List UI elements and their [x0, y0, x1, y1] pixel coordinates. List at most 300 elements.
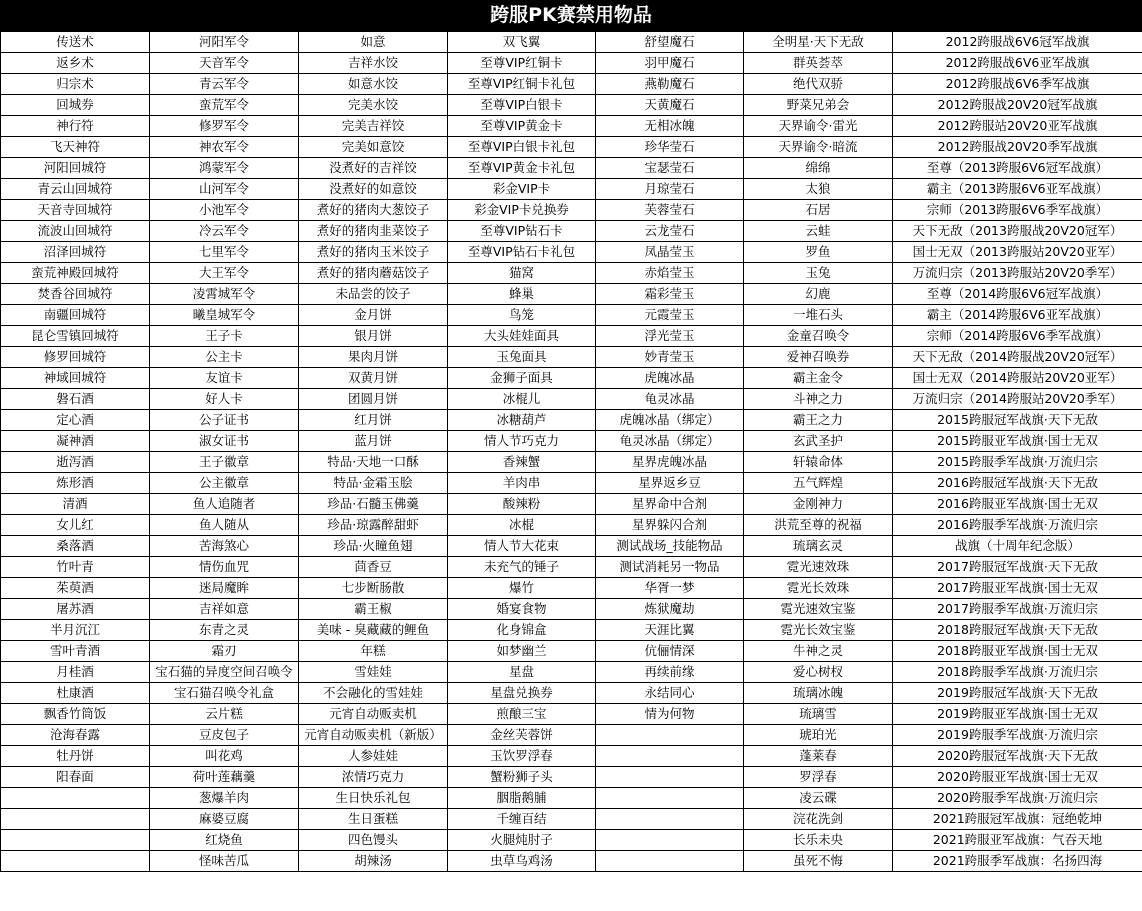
table-cell: 年糕 — [299, 641, 448, 662]
table-cell: 王子徽章 — [150, 452, 299, 473]
table-cell: 珍品·火瞳鱼翅 — [299, 536, 448, 557]
table-cell: 荷叶莲藕羹 — [150, 767, 299, 788]
table-cell: 2018跨服季军战旗·万流归宗 — [893, 662, 1142, 683]
table-cell: 无相冰魄 — [596, 116, 744, 137]
table-cell: 天音寺回城符 — [1, 200, 150, 221]
table-cell: 罗鱼 — [744, 242, 893, 263]
table-cell: 测试消耗另一物品 — [596, 557, 744, 578]
table-cell: 吉祥水饺 — [299, 53, 448, 74]
table-cell: 宗师（2014跨服6V6季军战旗） — [893, 326, 1142, 347]
table-cell: 炼形酒 — [1, 473, 150, 494]
table-cell: 琉璃雪 — [744, 704, 893, 725]
table-cell: 2012跨服战6V6冠军战旗 — [893, 32, 1142, 53]
table-cell: 霓光长效珠 — [744, 578, 893, 599]
table-cell: 虎魄冰晶（绑定） — [596, 410, 744, 431]
table-cell: 四色馒头 — [299, 830, 448, 851]
table-cell: 煮好的猪肉大葱饺子 — [299, 200, 448, 221]
table-cell: 彩金VIP卡兑换券 — [448, 200, 596, 221]
table-cell: 万流归宗（2013跨服站20V20季军） — [893, 263, 1142, 284]
table-cell: 昆仑雪镇回城符 — [1, 326, 150, 347]
table-row — [1, 809, 1142, 830]
table-cell: 银月饼 — [299, 326, 448, 347]
table-cell: 沼泽回城符 — [1, 242, 150, 263]
table-cell: 伉俪情深 — [596, 641, 744, 662]
table-cell: 金月饼 — [299, 305, 448, 326]
table-cell: 迷局魔眸 — [150, 578, 299, 599]
table-cell: 天涯比翼 — [596, 620, 744, 641]
table-cell: 磐石酒 — [1, 389, 150, 410]
table-cell: 金狮子面具 — [448, 368, 596, 389]
table-cell: 2018跨服亚军战旗·国士无双 — [893, 641, 1142, 662]
table-cell: 彩金VIP卡 — [448, 179, 596, 200]
table-cell: 星界躲闪合剂 — [596, 515, 744, 536]
table-cell: 美味 - 臭藏藏的鲤鱼 — [299, 620, 448, 641]
table-cell: 神农军令 — [150, 137, 299, 158]
table-cell: 河阳军令 — [150, 32, 299, 53]
table-cell: 2019跨服亚军战旗·国士无双 — [893, 704, 1142, 725]
table-cell: 元宵自动贩卖机 — [299, 704, 448, 725]
table-cell: 羊肉串 — [448, 473, 596, 494]
table-cell: 金童召唤令 — [744, 326, 893, 347]
table-cell — [1, 788, 150, 809]
table-cell: 星界返乡豆 — [596, 473, 744, 494]
table-cell: 特品·金霜玉脍 — [299, 473, 448, 494]
table-cell: 神行符 — [1, 116, 150, 137]
table-cell: 至尊VIP白银卡礼包 — [448, 137, 596, 158]
table-cell: 琥珀光 — [744, 725, 893, 746]
table-cell: 至尊（2014跨服6V6冠军战旗） — [893, 284, 1142, 305]
table-cell: 至尊VIP钻石卡礼包 — [448, 242, 596, 263]
table-cell: 玄武圣护 — [744, 431, 893, 452]
table-cell: 虫草乌鸡汤 — [448, 851, 596, 872]
table-cell: 南疆回城符 — [1, 305, 150, 326]
table-row — [1, 242, 1142, 263]
table-cell: 怪味苦瓜 — [150, 851, 299, 872]
table-cell: 胡辣汤 — [299, 851, 448, 872]
table-cell: 豆皮包子 — [150, 725, 299, 746]
table-row — [1, 53, 1142, 74]
table-cell: 曦皇城军令 — [150, 305, 299, 326]
table-cell: 七里军令 — [150, 242, 299, 263]
table-cell: 公主卡 — [150, 347, 299, 368]
table-cell: 2018跨服冠军战旗·天下无敌 — [893, 620, 1142, 641]
table-cell: 凌云碟 — [744, 788, 893, 809]
table-row — [1, 410, 1142, 431]
table-cell: 妙青莹玉 — [596, 347, 744, 368]
table-cell: 蟹粉狮子头 — [448, 767, 596, 788]
table-cell: 大王军令 — [150, 263, 299, 284]
table-cell: 宗师（2013跨服6V6季军战旗） — [893, 200, 1142, 221]
table-cell: 煮好的猪肉玉米饺子 — [299, 242, 448, 263]
table-cell: 大头娃娃面具 — [448, 326, 596, 347]
table-cell: 霜彩莹玉 — [596, 284, 744, 305]
table-cell — [1, 851, 150, 872]
table-cell: 浮光莹玉 — [596, 326, 744, 347]
table-cell: 天下无敌（2013跨服战20V20冠军） — [893, 221, 1142, 242]
table-cell: 至尊VIP白银卡 — [448, 95, 596, 116]
table-cell: 鸟笼 — [448, 305, 596, 326]
table-cell: 飞天神符 — [1, 137, 150, 158]
table-row — [1, 578, 1142, 599]
table-cell: 芙蓉莹石 — [596, 200, 744, 221]
table-cell: 宝瑟莹石 — [596, 158, 744, 179]
table-cell: 茴香豆 — [299, 557, 448, 578]
table-cell: 金丝芙蓉饼 — [448, 725, 596, 746]
table-cell: 2015跨服季军战旗·万流归宗 — [893, 452, 1142, 473]
table-cell: 至尊（2013跨服6V6冠军战旗） — [893, 158, 1142, 179]
table-cell: 2015跨服亚军战旗·国士无双 — [893, 431, 1142, 452]
table-cell: 宝石猫召唤令礼盒 — [150, 683, 299, 704]
banned-items-table — [0, 31, 1142, 872]
table-cell: 国士无双（2014跨服站20V20亚军） — [893, 368, 1142, 389]
table-cell: 雪叶青酒 — [1, 641, 150, 662]
table-cell: 虎魄冰晶 — [596, 368, 744, 389]
table-cell: 爆竹 — [448, 578, 596, 599]
table-cell: 东青之灵 — [150, 620, 299, 641]
table-row — [1, 326, 1142, 347]
table-cell: 未品尝的饺子 — [299, 284, 448, 305]
table-row — [1, 389, 1142, 410]
table-cell: 霸王之力 — [744, 410, 893, 431]
table-cell: 竹叶青 — [1, 557, 150, 578]
table-cell — [596, 746, 744, 767]
table-cell: 煮好的猪肉韭菜饺子 — [299, 221, 448, 242]
table-cell: 牡丹饼 — [1, 746, 150, 767]
table-cell — [596, 725, 744, 746]
table-cell: 流波山回城符 — [1, 221, 150, 242]
table-cell: 葱爆羊肉 — [150, 788, 299, 809]
table-cell: 特品·天地一口酥 — [299, 452, 448, 473]
table-cell: 生日快乐礼包 — [299, 788, 448, 809]
table-cell: 云片糕 — [150, 704, 299, 725]
table-cell: 情为何物 — [596, 704, 744, 725]
table-cell: 珍华莹石 — [596, 137, 744, 158]
table-cell: 霸主（2013跨服6V6亚军战旗） — [893, 179, 1142, 200]
table-cell: 蜂巢 — [448, 284, 596, 305]
table-row — [1, 179, 1142, 200]
table-cell: 红烧鱼 — [150, 830, 299, 851]
table-cell: 好人卡 — [150, 389, 299, 410]
table-cell: 琉璃冰魄 — [744, 683, 893, 704]
table-cell: 猫窝 — [448, 263, 596, 284]
table-row — [1, 704, 1142, 725]
table-cell: 玉兔 — [744, 263, 893, 284]
table-cell: 2012跨服战6V6季军战旗 — [893, 74, 1142, 95]
table-cell: 至尊VIP黄金卡礼包 — [448, 158, 596, 179]
table-cell: 2016跨服季军战旗·万流归宗 — [893, 515, 1142, 536]
table-cell: 永结同心 — [596, 683, 744, 704]
table-cell: 未充气的锤子 — [448, 557, 596, 578]
table-cell: 洪荒至尊的祝福 — [744, 515, 893, 536]
table-cell — [1, 809, 150, 830]
table-cell: 逝泻酒 — [1, 452, 150, 473]
table-cell: 2016跨服亚军战旗·国士无双 — [893, 494, 1142, 515]
table-cell: 蛮荒军令 — [150, 95, 299, 116]
table-row — [1, 536, 1142, 557]
table-cell: 天黄魔石 — [596, 95, 744, 116]
table-cell: 浓情巧克力 — [299, 767, 448, 788]
table-cell: 茱萸酒 — [1, 578, 150, 599]
table-cell — [596, 830, 744, 851]
table-row — [1, 725, 1142, 746]
table-cell: 星界虎魄冰晶 — [596, 452, 744, 473]
table-row — [1, 200, 1142, 221]
table-cell: 七步断肠散 — [299, 578, 448, 599]
table-row — [1, 662, 1142, 683]
table-cell: 月琼莹石 — [596, 179, 744, 200]
table-cell: 屠苏酒 — [1, 599, 150, 620]
table-cell: 龟灵冰晶（绑定） — [596, 431, 744, 452]
table-cell: 天下无敌（2014跨服战20V20冠军） — [893, 347, 1142, 368]
table-row — [1, 305, 1142, 326]
table-cell: 阳春面 — [1, 767, 150, 788]
table-cell: 婚宴食物 — [448, 599, 596, 620]
table-cell: 爱神召唤券 — [744, 347, 893, 368]
table-cell: 霸主金令 — [744, 368, 893, 389]
table-cell: 爱心树杈 — [744, 662, 893, 683]
table-cell — [596, 767, 744, 788]
table-cell: 一堆石头 — [744, 305, 893, 326]
table-cell: 凤晶莹玉 — [596, 242, 744, 263]
table-cell: 胭脂鹅脯 — [448, 788, 596, 809]
table-cell: 王子卡 — [150, 326, 299, 347]
table-cell: 珍品·石髓玉佛羹 — [299, 494, 448, 515]
table-cell: 半月沉江 — [1, 620, 150, 641]
table-cell: 青云军令 — [150, 74, 299, 95]
table-cell: 情人节巧克力 — [448, 431, 596, 452]
table-cell: 石居 — [744, 200, 893, 221]
table-cell: 煎酿三宝 — [448, 704, 596, 725]
table-cell: 霓光速效珠 — [744, 557, 893, 578]
table-cell: 元霞莹玉 — [596, 305, 744, 326]
table-cell: 双飞翼 — [448, 32, 596, 53]
table-cell: 玉兔面具 — [448, 347, 596, 368]
table-cell: 归宗术 — [1, 74, 150, 95]
table-cell: 完美如意饺 — [299, 137, 448, 158]
table-cell: 2020跨服冠军战旗·天下无敌 — [893, 746, 1142, 767]
table-cell: 2017跨服冠军战旗·天下无敌 — [893, 557, 1142, 578]
table-cell: 沧海春露 — [1, 725, 150, 746]
table-cell: 2021跨服冠军战旗：冠绝乾坤 — [893, 809, 1142, 830]
table-cell: 传送术 — [1, 32, 150, 53]
table-cell: 叫花鸡 — [150, 746, 299, 767]
table-cell: 情伤血咒 — [150, 557, 299, 578]
table-row — [1, 788, 1142, 809]
table-cell: 火腿炖肘子 — [448, 830, 596, 851]
table-cell: 月桂酒 — [1, 662, 150, 683]
table-cell: 2017跨服亚军战旗·国士无双 — [893, 578, 1142, 599]
table-cell: 绵绵 — [744, 158, 893, 179]
table-row — [1, 74, 1142, 95]
table-cell: 野菜兄弟会 — [744, 95, 893, 116]
table-cell: 2019跨服季军战旗·万流归宗 — [893, 725, 1142, 746]
table-row — [1, 620, 1142, 641]
table-cell: 天音军令 — [150, 53, 299, 74]
table-cell: 轩辕命体 — [744, 452, 893, 473]
table-row — [1, 137, 1142, 158]
table-cell: 珍品·琼露醉甜虾 — [299, 515, 448, 536]
table-cell: 鸿蒙军令 — [150, 158, 299, 179]
table-cell: 情人节大花束 — [448, 536, 596, 557]
table-cell: 斗神之力 — [744, 389, 893, 410]
table-row — [1, 599, 1142, 620]
table-cell: 红月饼 — [299, 410, 448, 431]
table-cell: 双黄月饼 — [299, 368, 448, 389]
table-cell: 测试战场_技能物品 — [596, 536, 744, 557]
table-cell: 公主徽章 — [150, 473, 299, 494]
table-cell: 2021跨服亚军战旗：气吞天地 — [893, 830, 1142, 851]
table-cell: 淑女证书 — [150, 431, 299, 452]
table-cell — [596, 809, 744, 830]
table-row — [1, 515, 1142, 536]
table-cell: 蓬莱春 — [744, 746, 893, 767]
table-cell: 2016跨服冠军战旗·天下无敌 — [893, 473, 1142, 494]
table-cell: 煮好的猪肉蘑菇饺子 — [299, 263, 448, 284]
table-row — [1, 116, 1142, 137]
table-cell: 山河军令 — [150, 179, 299, 200]
table-cell: 宝石猫的异度空间召唤令 — [150, 662, 299, 683]
table-cell: 羽甲魔石 — [596, 53, 744, 74]
table-cell: 五气辉煌 — [744, 473, 893, 494]
table-cell: 2017跨服季军战旗·万流归宗 — [893, 599, 1142, 620]
table-cell: 2021跨服季军战旗：名扬四海 — [893, 851, 1142, 872]
table-cell: 香辣蟹 — [448, 452, 596, 473]
table-cell: 绝代双骄 — [744, 74, 893, 95]
table-cell: 赤焰莹玉 — [596, 263, 744, 284]
table-row — [1, 284, 1142, 305]
table-row — [1, 557, 1142, 578]
table-cell: 云龙莹石 — [596, 221, 744, 242]
table-cell: 飘香竹筒饭 — [1, 704, 150, 725]
table-row — [1, 368, 1142, 389]
table-row — [1, 830, 1142, 851]
table-row — [1, 494, 1142, 515]
table-cell: 定心酒 — [1, 410, 150, 431]
table-cell: 琉璃玄灵 — [744, 536, 893, 557]
table-cell: 万流归宗（2014跨服站20V20季军） — [893, 389, 1142, 410]
table-cell: 华胥一梦 — [596, 578, 744, 599]
table-cell: 完美水饺 — [299, 95, 448, 116]
table-cell: 鱼人追随者 — [150, 494, 299, 515]
table-cell: 雪娃娃 — [299, 662, 448, 683]
table-cell: 清酒 — [1, 494, 150, 515]
table-cell: 2019跨服冠军战旗·天下无敌 — [893, 683, 1142, 704]
table-cell: 星界命中合剂 — [596, 494, 744, 515]
table-cell: 修罗军令 — [150, 116, 299, 137]
table-cell: 回城券 — [1, 95, 150, 116]
table-cell: 青云山回城符 — [1, 179, 150, 200]
table-cell: 玉饮罗浮春 — [448, 746, 596, 767]
table-cell: 牛神之灵 — [744, 641, 893, 662]
table-cell: 霜刃 — [150, 641, 299, 662]
table-cell: 金刚神力 — [744, 494, 893, 515]
table-row — [1, 767, 1142, 788]
table-cell: 没煮好的如意饺 — [299, 179, 448, 200]
table-cell: 团圆月饼 — [299, 389, 448, 410]
table-row — [1, 641, 1142, 662]
table-cell: 2020跨服季军战旗·万流归宗 — [893, 788, 1142, 809]
table-row — [1, 347, 1142, 368]
table-row — [1, 95, 1142, 116]
table-cell: 霸主（2014跨服6V6亚军战旗） — [893, 305, 1142, 326]
table-row — [1, 263, 1142, 284]
table-cell: 2012跨服战20V20冠军战旗 — [893, 95, 1142, 116]
table-cell: 如梦幽兰 — [448, 641, 596, 662]
table-cell: 长乐未央 — [744, 830, 893, 851]
table-cell: 不会融化的雪娃娃 — [299, 683, 448, 704]
table-cell: 桑落酒 — [1, 536, 150, 557]
table-cell: 霸王椒 — [299, 599, 448, 620]
table-cell: 星盘兑换券 — [448, 683, 596, 704]
table-cell: 2020跨服亚军战旗·国士无双 — [893, 767, 1142, 788]
table-cell: 苦海煞心 — [150, 536, 299, 557]
table-cell: 神域回城符 — [1, 368, 150, 389]
table-cell: 云蛙 — [744, 221, 893, 242]
table-cell: 舒望魔石 — [596, 32, 744, 53]
table-cell: 杜康酒 — [1, 683, 150, 704]
table-cell: 冰棍儿 — [448, 389, 596, 410]
table-cell: 天界谕令·暗流 — [744, 137, 893, 158]
table-cell: 蛮荒神殿回城符 — [1, 263, 150, 284]
table-cell: 至尊VIP红铜卡 — [448, 53, 596, 74]
table-cell — [596, 851, 744, 872]
table-row — [1, 32, 1142, 53]
table-cell: 公子证书 — [150, 410, 299, 431]
table-row — [1, 851, 1142, 872]
table-cell: 生日蛋糕 — [299, 809, 448, 830]
table-cell: 酸辣粉 — [448, 494, 596, 515]
table-cell: 冰棍 — [448, 515, 596, 536]
table-cell: 至尊VIP钻石卡 — [448, 221, 596, 242]
table-cell: 返乡术 — [1, 53, 150, 74]
table-row — [1, 452, 1142, 473]
table-cell: 2015跨服冠军战旗·天下无敌 — [893, 410, 1142, 431]
table-cell: 全明星·天下无敌 — [744, 32, 893, 53]
table-cell: 2012跨服战20V20季军战旗 — [893, 137, 1142, 158]
table-cell: 河阳回城符 — [1, 158, 150, 179]
table-cell: 冷云军令 — [150, 221, 299, 242]
table-cell: 霓光速效宝鉴 — [744, 599, 893, 620]
table-cell: 如意 — [299, 32, 448, 53]
table-cell: 再续前缘 — [596, 662, 744, 683]
table-row — [1, 746, 1142, 767]
table-cell: 虽死不悔 — [744, 851, 893, 872]
table-cell: 小池军令 — [150, 200, 299, 221]
table-cell: 太狼 — [744, 179, 893, 200]
table-cell: 冰糖葫芦 — [448, 410, 596, 431]
table-cell: 千缠百结 — [448, 809, 596, 830]
table-cell: 没煮好的吉祥饺 — [299, 158, 448, 179]
table-cell: 化身锦盒 — [448, 620, 596, 641]
table-cell: 至尊VIP黄金卡 — [448, 116, 596, 137]
table-row — [1, 473, 1142, 494]
table-cell: 元宵自动贩卖机（新版） — [299, 725, 448, 746]
table-cell: 如意水饺 — [299, 74, 448, 95]
table-cell: 至尊VIP红铜卡礼包 — [448, 74, 596, 95]
table-cell: 焚香谷回城符 — [1, 284, 150, 305]
table-cell: 战旗（十周年纪念版） — [893, 536, 1142, 557]
table-cell: 浣花洗剑 — [744, 809, 893, 830]
table-row — [1, 158, 1142, 179]
table-cell: 2012跨服站20V20亚军战旗 — [893, 116, 1142, 137]
table-row — [1, 221, 1142, 242]
table-cell: 女儿红 — [1, 515, 150, 536]
table-cell: 龟灵冰晶 — [596, 389, 744, 410]
table-cell: 霓光长效宝鉴 — [744, 620, 893, 641]
table-cell: 群英荟萃 — [744, 53, 893, 74]
table-cell: 鱼人随从 — [150, 515, 299, 536]
table-cell: 友谊卡 — [150, 368, 299, 389]
